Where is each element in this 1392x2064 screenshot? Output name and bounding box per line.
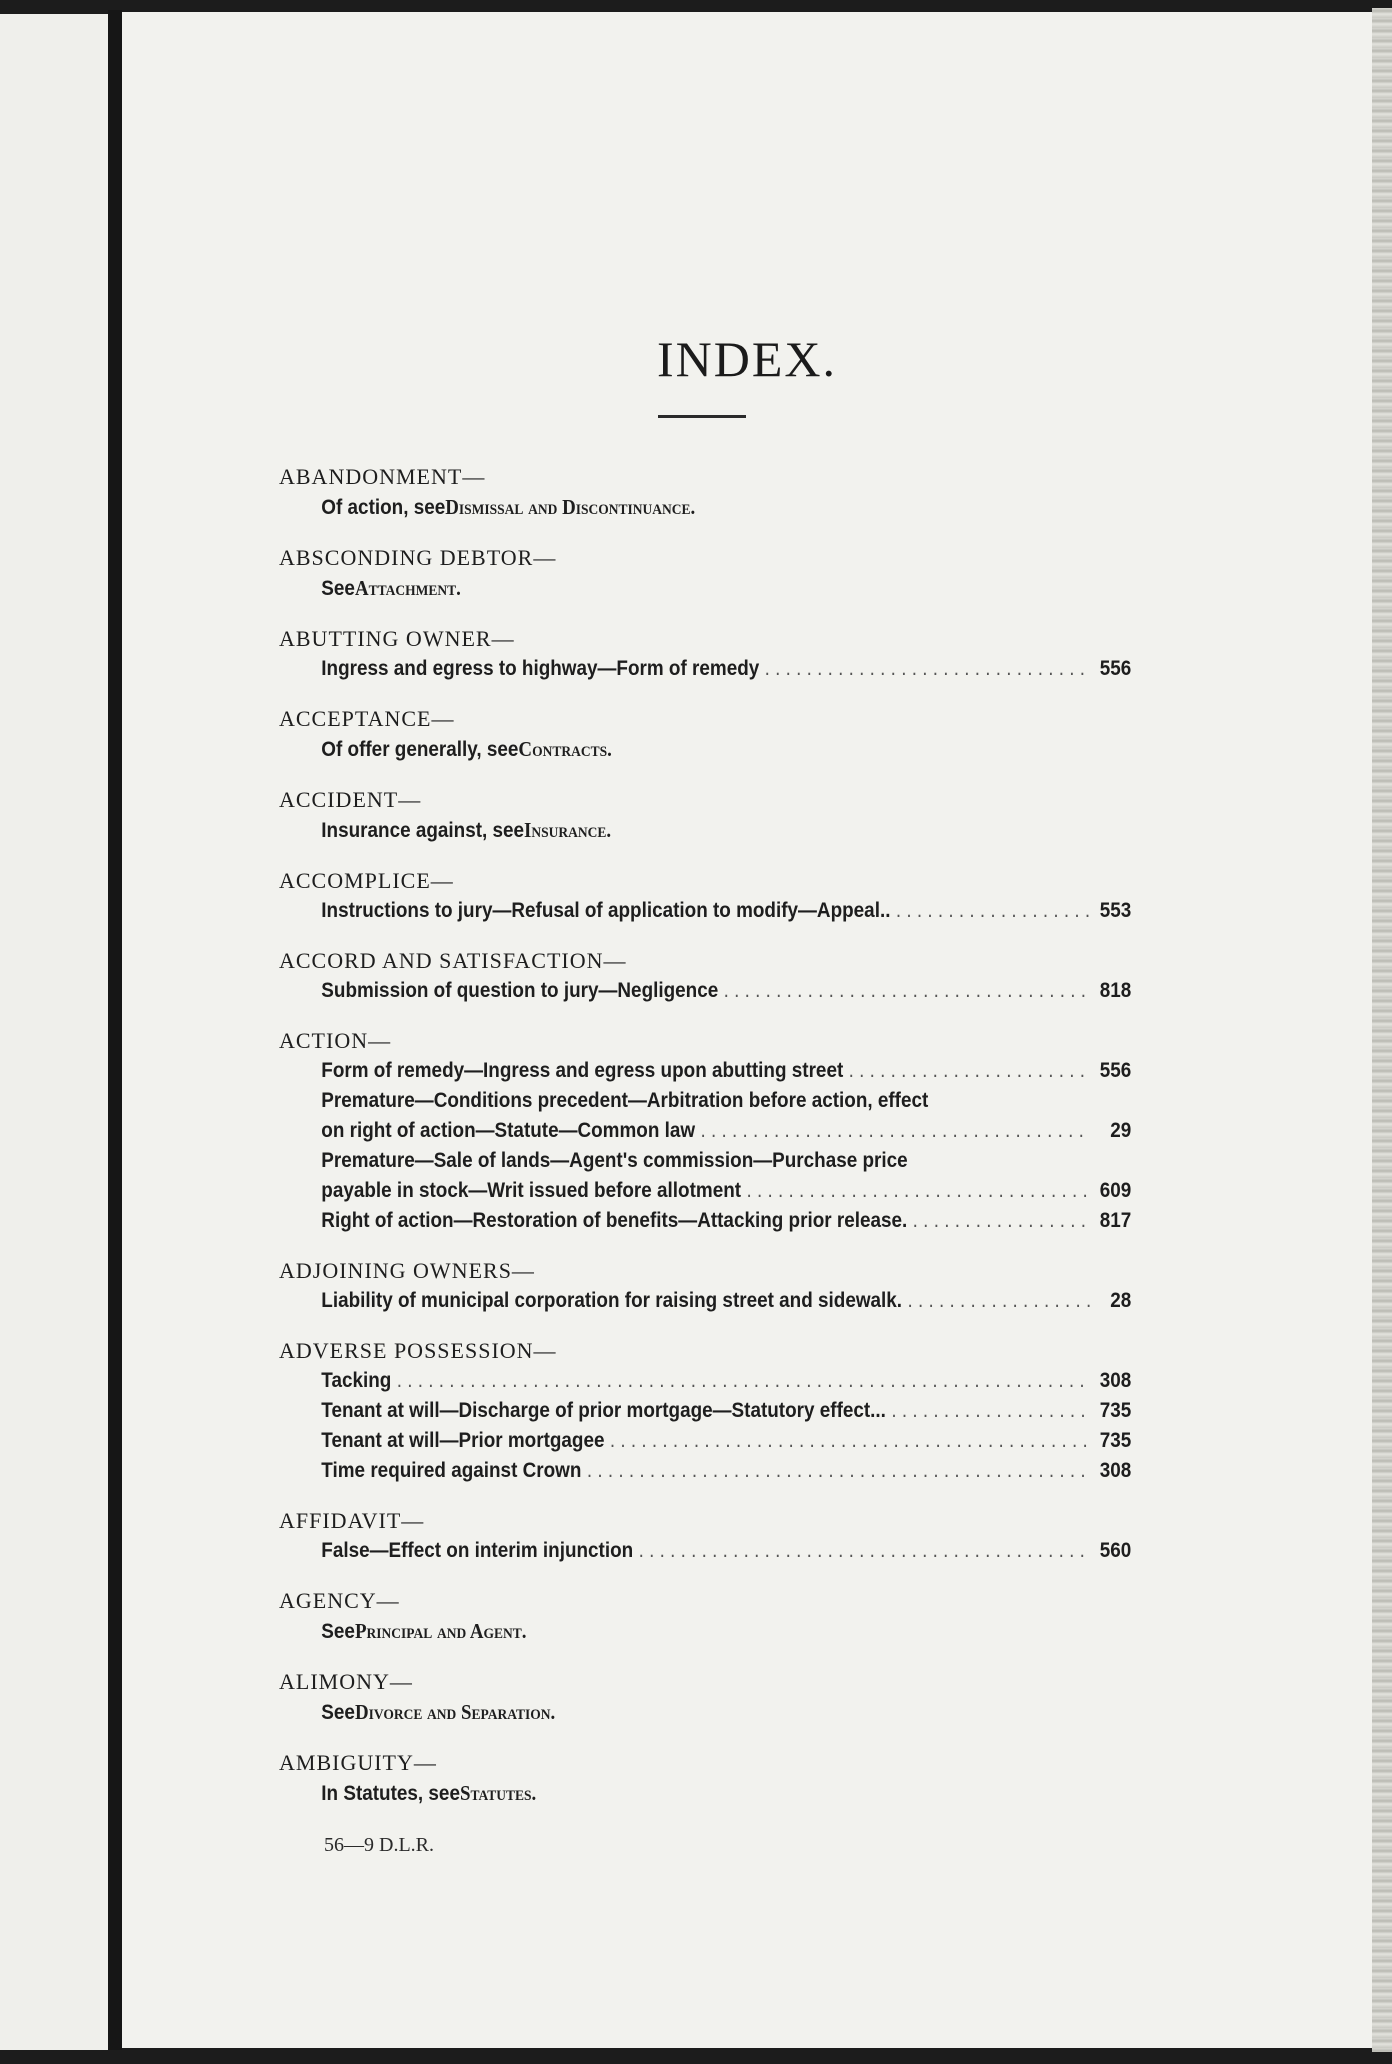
index-entries [279,462,1134,1829]
subline-text: See [321,577,355,600]
entry-heading: ADVERSE POSSESSION— [279,1338,557,1363]
entry-heading: ACCEPTANCE— [279,706,455,731]
index-entry [279,704,1134,765]
index-entry [279,1748,1134,1809]
page-number: 553 [1099,899,1132,922]
subline-text: Tacking [321,1369,392,1392]
cross-reference: Insurance. [524,818,612,842]
dot-leader [913,1206,1090,1236]
dot-leader [724,976,1090,1006]
dot-leader [610,1426,1090,1456]
dot-leader [746,1176,1089,1206]
entry-subline [279,815,1131,846]
dot-leader [397,1366,1090,1396]
dot-leader [891,1396,1090,1426]
book-spine-shadow [108,10,122,2050]
subline-text: Right of action—Restoration of benefits—Attacking prior release. [321,1209,908,1232]
cross-reference: Dismissal and Discontinuance. [445,495,696,519]
entry-subline [279,1536,1131,1566]
dot-leader [639,1536,1090,1566]
subline-text: Of offer generally, see [321,738,519,761]
page-number: 308 [1099,1459,1132,1482]
subline-text: Premature—Conditions precedent—Arbitration before action, effect [321,1089,929,1112]
index-entry [279,1667,1134,1728]
subline-text: In Statutes, see [321,1782,460,1805]
subline-text: Time required against Crown [321,1459,582,1482]
cross-reference: Divorce and Separation. [354,1700,556,1724]
entry-subline [279,1396,1131,1426]
page-number: 818 [1099,979,1132,1002]
page-number: 735 [1099,1399,1132,1422]
entry-subline [279,1086,1131,1116]
entry-subline [279,1286,1131,1316]
subline-text: See [321,1701,355,1724]
cross-reference: Statutes. [459,1781,537,1805]
subline-text: See [321,1620,355,1643]
entry-subline [279,1426,1131,1456]
dot-leader [700,1116,1089,1146]
entry-subline [279,1176,1131,1206]
entry-subline [279,1456,1131,1486]
entry-heading: ACTION— [279,1028,392,1053]
index-entry [279,785,1134,846]
subline-text: on right of action—Statute—Common law [321,1119,696,1142]
subline-text: payable in stock—Writ issued before allotment [321,1179,742,1202]
entry-subline [279,1146,1131,1176]
entry-heading: ABUTTING OWNER— [279,626,515,651]
entry-heading: ACCIDENT— [279,787,422,812]
entry-heading: ABSCONDING DEBTOR— [279,545,557,570]
page-number: 735 [1099,1429,1132,1452]
page-stack-edge [1372,8,1392,2052]
entry-subline [279,1616,1131,1647]
subline-text: Instructions to jury—Refusal of application to modify—Appeal.. [321,899,891,922]
entry-heading: ALIMONY— [279,1669,413,1694]
entry-subline [279,492,1131,523]
page-number: 609 [1099,1179,1132,1202]
subline-text: Tenant at will—Discharge of prior mortgage—Statutory effect... [321,1399,886,1422]
page-signature: 56—9 D.L.R. [324,1834,434,1856]
dot-leader [765,654,1090,684]
entry-heading: AMBIGUITY— [279,1750,437,1775]
entry-subline [279,1778,1131,1809]
page-title: INDEX. [656,331,838,387]
dot-leader [896,896,1090,926]
page-number: 556 [1099,1059,1132,1082]
subline-text: Ingress and egress to highway—Form of remedy [321,657,760,680]
page-number: 817 [1099,1209,1132,1232]
entry-subline [279,654,1131,684]
index-entry [279,1586,1134,1647]
dot-leader [587,1456,1090,1486]
page-number: 560 [1099,1539,1132,1562]
dot-leader [849,1056,1090,1086]
index-entry [279,866,1134,926]
page-number: 556 [1099,657,1132,680]
entry-subline [279,976,1131,1006]
index-entry [279,462,1134,523]
facing-page-margin [0,14,108,2050]
subline-text: Tenant at will—Prior mortgagee [321,1429,605,1452]
entry-subline [279,1206,1131,1236]
entry-subline [279,1056,1131,1086]
entry-heading: ACCORD AND SATISFACTION— [279,948,627,973]
index-entry [279,543,1134,604]
entry-heading: AFFIDAVIT— [279,1508,425,1533]
index-entry [279,624,1134,684]
entry-subline [279,573,1131,604]
index-entry [279,946,1134,1006]
subline-text: Form of remedy—Ingress and egress upon abutting street [321,1059,844,1082]
subline-text: Of action, see [321,496,446,519]
index-page [122,12,1372,2048]
subline-text: False—Effect on interim injunction [321,1539,634,1562]
entry-heading: ACCOMPLICE— [279,868,454,893]
cross-reference: Contracts. [518,737,612,761]
entry-subline [279,1116,1131,1146]
dot-leader [907,1286,1089,1316]
index-entry [279,1336,1134,1486]
entry-subline [279,1366,1131,1396]
index-entry [279,1026,1134,1236]
title-divider [658,415,746,418]
page-number: 29 [1110,1119,1132,1142]
subline-text: Premature—Sale of lands—Agent's commission—Purchase price [321,1149,908,1172]
cross-reference: Principal and Agent. [354,1619,527,1643]
entry-heading: ABANDONMENT— [279,464,486,489]
page-number: 28 [1110,1289,1132,1312]
cross-reference: Attachment. [354,576,461,600]
subline-text: Insurance against, see [321,819,525,842]
entry-heading: ADJOINING OWNERS— [279,1258,535,1283]
entry-subline [279,1697,1131,1728]
index-entry [279,1506,1134,1566]
subline-text: Submission of question to jury—Negligence [321,979,719,1002]
entry-subline [279,734,1131,765]
entry-subline [279,896,1131,926]
page-number: 308 [1099,1369,1132,1392]
subline-text: Liability of municipal corporation for raising street and sidewalk. [321,1289,903,1312]
entry-heading: AGENCY— [279,1588,400,1613]
index-entry [279,1256,1134,1316]
